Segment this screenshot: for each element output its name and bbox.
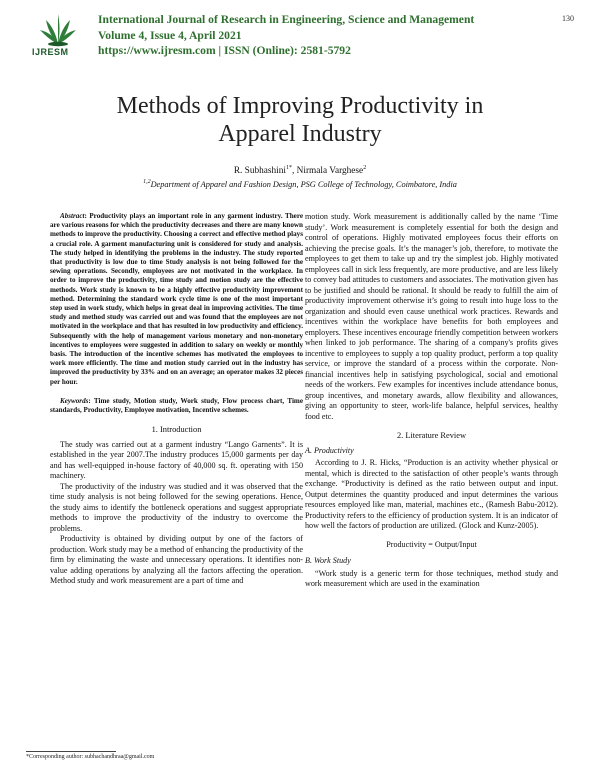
keywords-label: Keywords — [60, 396, 89, 405]
subsection-productivity-heading: A. Productivity — [305, 445, 354, 455]
affiliation — [40, 180, 560, 189]
keywords-text: : Time study, Motion study, Work study, Flow process chart, Time standards, Productivity, Employee motivation, Incentive schemes. — [50, 396, 303, 415]
author-2: Nirmala Varghese — [296, 166, 364, 176]
corresponding-author-footnote: *Corresponding author: subhachandhraa@gmail.com — [26, 754, 155, 760]
affiliation-mark: 1,2 — [143, 179, 151, 185]
abstract — [50, 212, 303, 387]
work-study-paragraph: “Work study is a generic term for those techniques, method study and work measurement which are used in the examination — [305, 568, 558, 588]
author-separator: , — [292, 166, 297, 176]
page-number: 130 — [562, 14, 574, 23]
footnote-divider — [26, 751, 116, 752]
logo-label: IJRESM — [32, 47, 69, 57]
volume-issue: Volume 4, Issue 4, April 2021 — [98, 28, 242, 42]
intro-paragraph-1: The study was carried out at a garment industry “Lango Garnents”. It is established in the year 2007.The industry produces 15,000 garments per day and has well-equipped in-house factory of 40,000 sq. ft. operating with 150 machinery. — [50, 439, 303, 481]
abstract-text: : Productivity plays an important role in any garment industry. There are various reasons for which the productivity decreases and there are many known methods to improve the productivity. Choosing a correct and effective method plays a crucial role. A garment manufacturing unit is considered for study and analysis. The study helped in identifying the problems in the industry. The study reported that productivity is low due to time Study analysis is not being followed for the sewing operations. Secondly, employees are not motivated in the workplace. In order to improve the productivity, time study and motion study are the effective methods. Work study is known to be a highly effective productivity improvement method. Determining the standard work cycle time is one of the most important step used in work study, which helps in great deal in improving activities. The time study and method study was carried out and was found that the employees are not motivated in the workplace and that has resulted in low productivity and efficiency. Subsequently with the help of management various monetary and non-monetary incentives to employees were suggested in addition to salary on weekly or monthly basis. The introduction of the incentive schemes has motivated the employees to work more efficiently. The time and motion study carried out in the industry has improved the productivity by 33% and on an average; an operator makes 32 pieces per hour. — [50, 212, 303, 386]
abstract-label: Abstract — [60, 212, 85, 220]
title-line-1: Methods of Improving Productivity in — [116, 93, 484, 119]
introduction-heading: 1. Introduction — [151, 425, 202, 435]
affiliation-text: Department of Apparel and Fashion Design, PSG College of Technology, Coimbatore, India — [150, 180, 457, 189]
intro-continuation: motion study. Work measurement is additionally called by the name ‘Time study’. Work measurement is completely essential for both the design and control of operations. Highly motivated employees focus their efforts on achieving the precise goals. It’s the manager’s job, therefore, to motivate the employees to get them to take up and try the simplest job. Highly motivated employees call in sick less frequently, are more productive, and are less likely to convey bad attitudes to customers and associates. The motivation given has to be justified and should be rational. It should be ready to fulfill the aim of productivity improvement otherwise it’s going to result into huge loss to the organization and should even cause unethical work practices. Rewards and incentives within the workplace have benefits for both employees and employers. These incentives encourage friendly competition between workers when linked to job performance. The sharing of a company's profits gives incentive to employees to supply a top quality product, perform a top quality service, or improve the standard of a process within the corporate. Non-financial incentives help in satisfying psychological, social and emotional needs of the workers. Few examples for incentives include attendance bonus, group incentives, and monetary awards, allow flexibility and allowances, giving an opportunity to steer, work-life balance, helpful services, healthy food etc. — [305, 212, 558, 421]
productivity-paragraph: According to J. R. Hicks, “Production is an activity whether physical or mental, which is directed to the satisfaction of other people’s wants through exchange. “Productivity is defined as the ratio between output and input. Output determines the quantity produced and input determines the various resources employed like man, material, machines etc., (Ramesh Babu-2012). Productivity refers to the efficiency of production system. It is an indicator of how well the factors of production are utilized. (Glock and Kunz-2005). — [305, 458, 558, 530]
author-list — [40, 166, 560, 176]
literature-review-heading: 2. Literature Review — [396, 431, 467, 440]
paper-title — [40, 92, 560, 148]
website-issn: https://www.ijresm.com | ISSN (Online): 2581-5792 — [98, 44, 351, 57]
journal-info — [98, 12, 518, 59]
journal-title: International Journal of Research in Engineering, Science and Management — [98, 13, 475, 26]
productivity-formula: Productivity = Output/Input — [386, 539, 477, 549]
author-2-mark: 2 — [363, 165, 367, 171]
journal-header — [26, 10, 574, 60]
author-1: R. Subhashini — [233, 166, 286, 176]
title-line-2: Apparel Industry — [218, 121, 382, 147]
intro-paragraph-3: Productivity is obtained by dividing output by one of the factors of production. Work study may be a method of enhancing the productivity of the firm by eliminating the waste and unnecessary operations. It identifies non-value adding operations by analyzing all the factors affecting the operation. Method study and work measurement are a part of time and — [50, 534, 303, 586]
keywords — [50, 397, 303, 415]
journal-logo — [26, 10, 90, 60]
left-column — [50, 212, 303, 587]
intro-paragraph-2: The productivity of the industry was studied and it was observed that the time study analysis is not being followed for the sewing operations. Hence, the study aims to identify the bottleneck operations and suggest appropriate methods to improve the productivity of the industry to overcome the problems. — [50, 481, 303, 533]
right-column — [305, 212, 558, 590]
subsection-work-study-heading: B. Work Study — [305, 556, 351, 565]
author-1-mark: 1* — [286, 165, 292, 171]
